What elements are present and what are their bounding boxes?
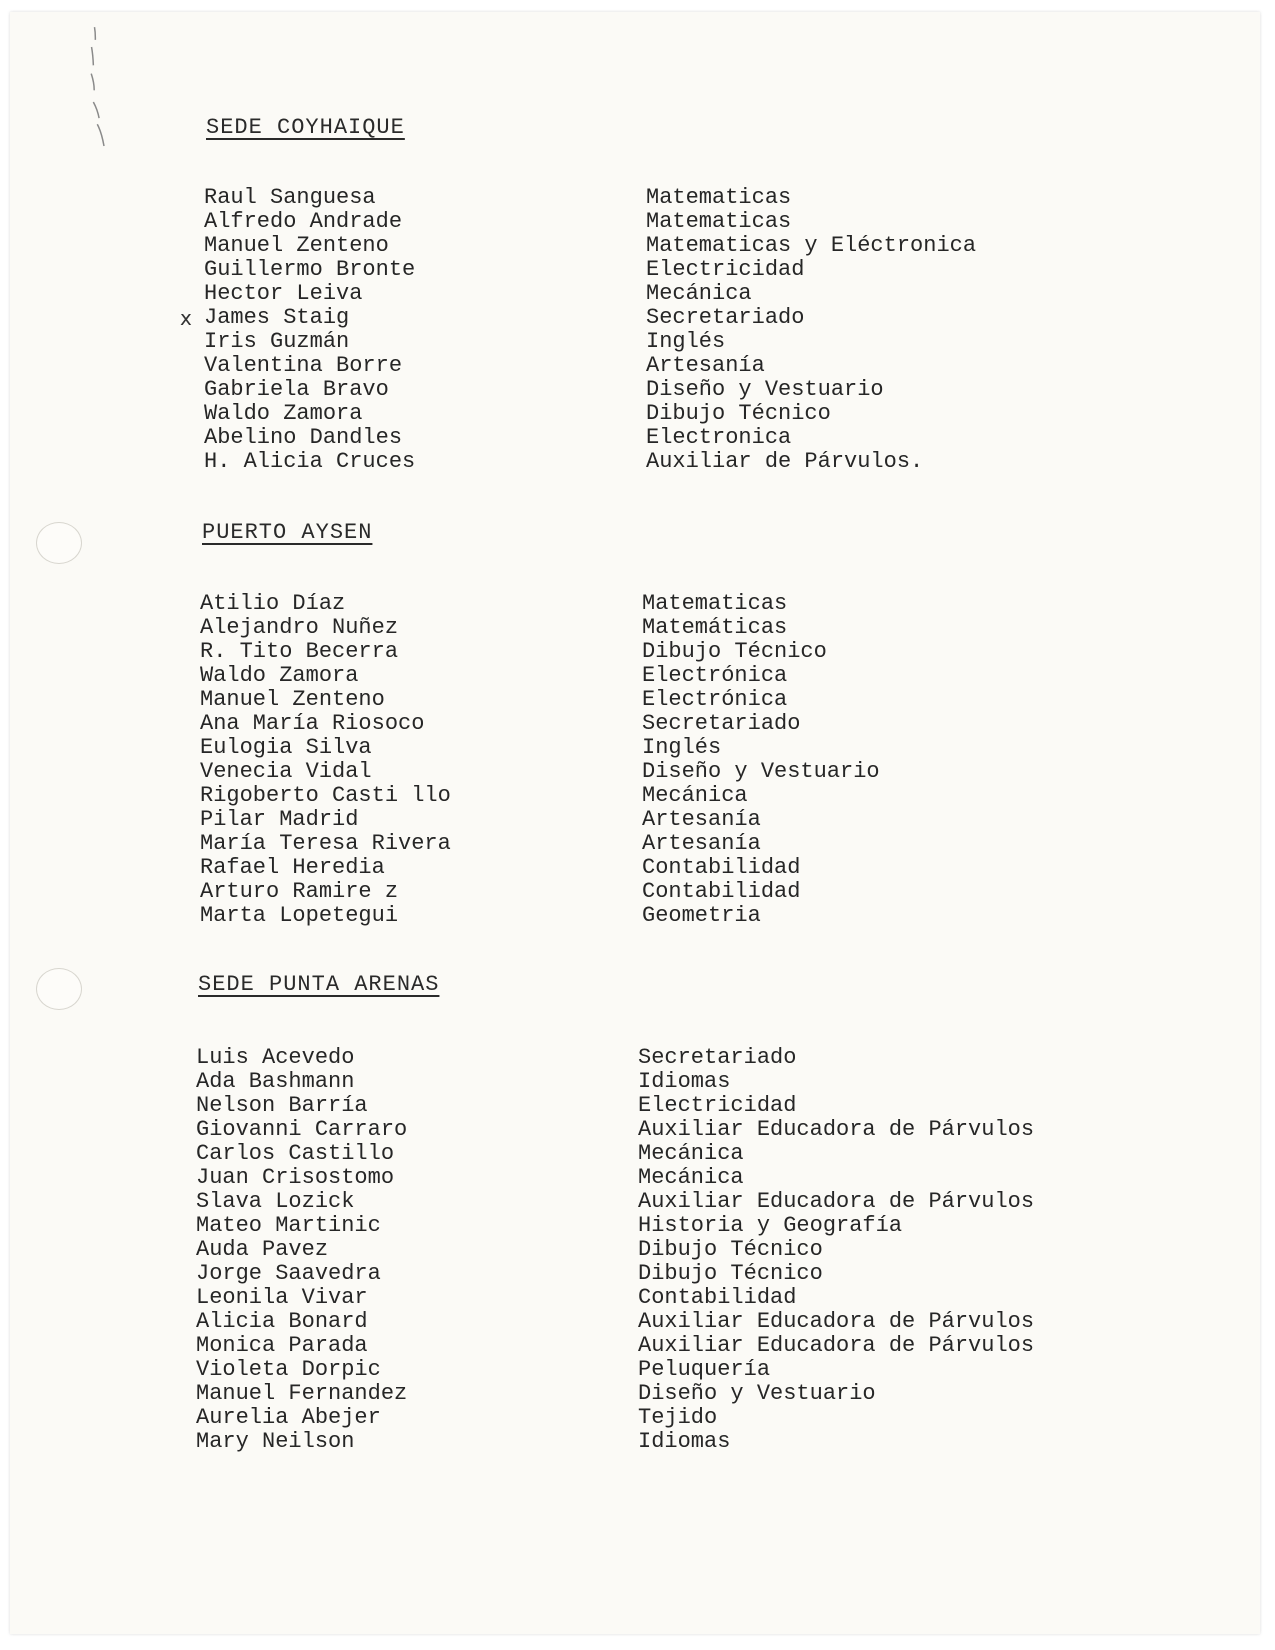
subject-name: Geometria	[642, 903, 761, 928]
punch-hole-bottom	[36, 968, 82, 1010]
subject-name: Matematicas y Eléctronica	[646, 233, 977, 258]
subject-name: Dibujo Técnico	[638, 1237, 823, 1262]
teacher-name: Monica Parada	[196, 1333, 368, 1358]
punch-hole-top	[36, 522, 82, 564]
subject-name: Contabilidad	[642, 855, 801, 880]
list-item	[200, 688, 1255, 712]
subject-name: Contabilidad	[642, 879, 801, 904]
teacher-name: Manuel Zenteno	[204, 233, 389, 258]
list-item	[204, 234, 1255, 258]
teacher-name: Mateo Martinic	[196, 1213, 381, 1238]
teacher-name: Hector Leiva	[204, 281, 363, 306]
list-item	[200, 784, 1255, 808]
subject-name: Matematicas	[642, 591, 788, 616]
list-item	[204, 426, 1255, 450]
list-item	[200, 640, 1255, 664]
subject-name: Peluquería	[638, 1357, 771, 1382]
list-item	[200, 832, 1255, 856]
list-item	[196, 1238, 1255, 1262]
teacher-name: H. Alicia Cruces	[204, 449, 416, 474]
teacher-name: Auda Pavez	[196, 1237, 329, 1262]
subject-name: Auxiliar de Párvulos.	[646, 449, 924, 474]
list-item	[200, 664, 1255, 688]
section-title: SEDE COYHAIQUE	[206, 115, 405, 140]
list-item	[196, 1334, 1255, 1358]
teacher-name: Valentina Borre	[204, 353, 403, 378]
teacher-name: Aurelia Abejer	[196, 1405, 381, 1430]
list-item	[196, 1214, 1255, 1238]
subject-name: Dibujo Técnico	[638, 1261, 823, 1286]
list-item	[204, 186, 1255, 210]
teacher-name: Eulogia Silva	[200, 735, 372, 760]
list-item	[200, 616, 1255, 640]
subject-name: Diseño y Vestuario	[638, 1381, 876, 1406]
list-item	[196, 1406, 1255, 1430]
teacher-name: Manuel Fernandez	[196, 1381, 408, 1406]
subject-name: Artesanía	[646, 353, 765, 378]
teacher-name: Abelino Dandles	[204, 425, 403, 450]
subject-name: Auxiliar Educadora de Párvulos	[638, 1333, 1035, 1358]
list-item	[200, 856, 1255, 880]
list-item	[200, 592, 1255, 616]
list-item	[200, 712, 1255, 736]
teacher-name: Manuel Zenteno	[200, 687, 385, 712]
teacher-name: Carlos Castillo	[196, 1141, 395, 1166]
subject-name: Inglés	[646, 329, 726, 354]
subject-name: Diseño y Vestuario	[642, 759, 880, 784]
list-item	[196, 1310, 1255, 1334]
subject-name: Electricidad	[638, 1093, 797, 1118]
teacher-name: Juan Crisostomo	[196, 1165, 395, 1190]
teacher-name: Raul Sanguesa	[204, 185, 376, 210]
list-item	[204, 450, 1255, 474]
subject-name: Artesanía	[642, 807, 761, 832]
teacher-name: Gabriela Bravo	[204, 377, 389, 402]
teacher-name: Guillermo Bronte	[204, 257, 416, 282]
teacher-name: Waldo Zamora	[200, 663, 359, 688]
subject-name: Auxiliar Educadora de Párvulos	[638, 1117, 1035, 1142]
list-item	[204, 378, 1255, 402]
teacher-name: Ana María Riosoco	[200, 711, 425, 736]
subject-name: Matematicas	[646, 185, 792, 210]
teacher-name: Slava Lozick	[196, 1189, 355, 1214]
subject-name: Electrónica	[642, 687, 788, 712]
list-item	[196, 1382, 1255, 1406]
list-item	[196, 1142, 1255, 1166]
list-item	[200, 904, 1255, 928]
teacher-name: Marta Lopetegui	[200, 903, 399, 928]
list-item	[200, 736, 1255, 760]
subject-name: Auxiliar Educadora de Párvulos	[638, 1189, 1035, 1214]
subject-name: Mecánica	[642, 783, 748, 808]
subject-name: Dibujo Técnico	[646, 401, 831, 426]
subject-name: Auxiliar Educadora de Párvulos	[638, 1309, 1035, 1334]
teacher-name: Rafael Heredia	[200, 855, 385, 880]
teacher-name: Giovanni Carraro	[196, 1117, 408, 1142]
list-item	[200, 880, 1255, 904]
teacher-name: Waldo Zamora	[204, 401, 363, 426]
subject-name: Tejido	[638, 1405, 718, 1430]
subject-name: Contabilidad	[638, 1285, 797, 1310]
subject-name: Artesanía	[642, 831, 761, 856]
teacher-name: Alejandro Nuñez	[200, 615, 399, 640]
subject-name: Matemáticas	[642, 615, 788, 640]
teacher-name: Atilio Díaz	[200, 591, 346, 616]
teacher-name: R. Tito Becerra	[200, 639, 399, 664]
list-item	[204, 210, 1255, 234]
subject-name: Idiomas	[638, 1069, 731, 1094]
list-item	[204, 306, 1255, 330]
list-item	[196, 1094, 1255, 1118]
subject-name: Idiomas	[638, 1429, 731, 1454]
subject-name: Matematicas	[646, 209, 792, 234]
list-item	[200, 760, 1255, 784]
teacher-name: Alicia Bonard	[196, 1309, 368, 1334]
teacher-name: Mary Neilson	[196, 1429, 355, 1454]
subject-name: Mecánica	[638, 1165, 744, 1190]
list-item	[196, 1190, 1255, 1214]
list-item	[196, 1070, 1255, 1094]
subject-name: Historia y Geografía	[638, 1213, 903, 1238]
teacher-name: Pilar Madrid	[200, 807, 359, 832]
list-item	[204, 354, 1255, 378]
teacher-name: Rigoberto Casti llo	[200, 783, 451, 808]
list-item	[204, 330, 1255, 354]
list-item	[204, 402, 1255, 426]
list-item	[196, 1046, 1255, 1070]
teacher-name: Leonila Vivar	[196, 1285, 368, 1310]
subject-name: Electricidad	[646, 257, 805, 282]
teacher-name: Nelson Barría	[196, 1093, 368, 1118]
teacher-name: Jorge Saavedra	[196, 1261, 381, 1286]
teacher-name: Ada Bashmann	[196, 1069, 355, 1094]
subject-name: Inglés	[642, 735, 722, 760]
subject-name: Dibujo Técnico	[642, 639, 827, 664]
teacher-name: Luis Acevedo	[196, 1045, 355, 1070]
subject-name: Mecánica	[646, 281, 752, 306]
teacher-name: James Staig	[204, 305, 350, 330]
list-item	[200, 808, 1255, 832]
subject-name: Mecánica	[638, 1141, 744, 1166]
list-item	[196, 1358, 1255, 1382]
teacher-name: Iris Guzmán	[204, 329, 350, 354]
subject-name: Secretariado	[642, 711, 801, 736]
teacher-name: María Teresa Rivera	[200, 831, 451, 856]
subject-name: Electrónica	[642, 663, 788, 688]
teacher-name: Alfredo Andrade	[204, 209, 403, 234]
teacher-name: Arturo Ramire z	[200, 879, 399, 904]
list-item	[196, 1430, 1255, 1454]
list-item	[196, 1262, 1255, 1286]
subject-name: Secretariado	[638, 1045, 797, 1070]
teacher-name: Venecia Vidal	[200, 759, 372, 784]
handwritten-x-mark: x	[180, 306, 192, 330]
list-item	[196, 1118, 1255, 1142]
subject-name: Secretariado	[646, 305, 805, 330]
list-item	[204, 258, 1255, 282]
subject-name: Electronica	[646, 425, 792, 450]
list-item	[196, 1166, 1255, 1190]
section-title: PUERTO AYSEN	[202, 520, 373, 545]
subject-name: Diseño y Vestuario	[646, 377, 884, 402]
list-item	[204, 282, 1255, 306]
teacher-name: Violeta Dorpic	[196, 1357, 381, 1382]
section-title: SEDE PUNTA ARENAS	[198, 972, 440, 997]
list-item	[196, 1286, 1255, 1310]
